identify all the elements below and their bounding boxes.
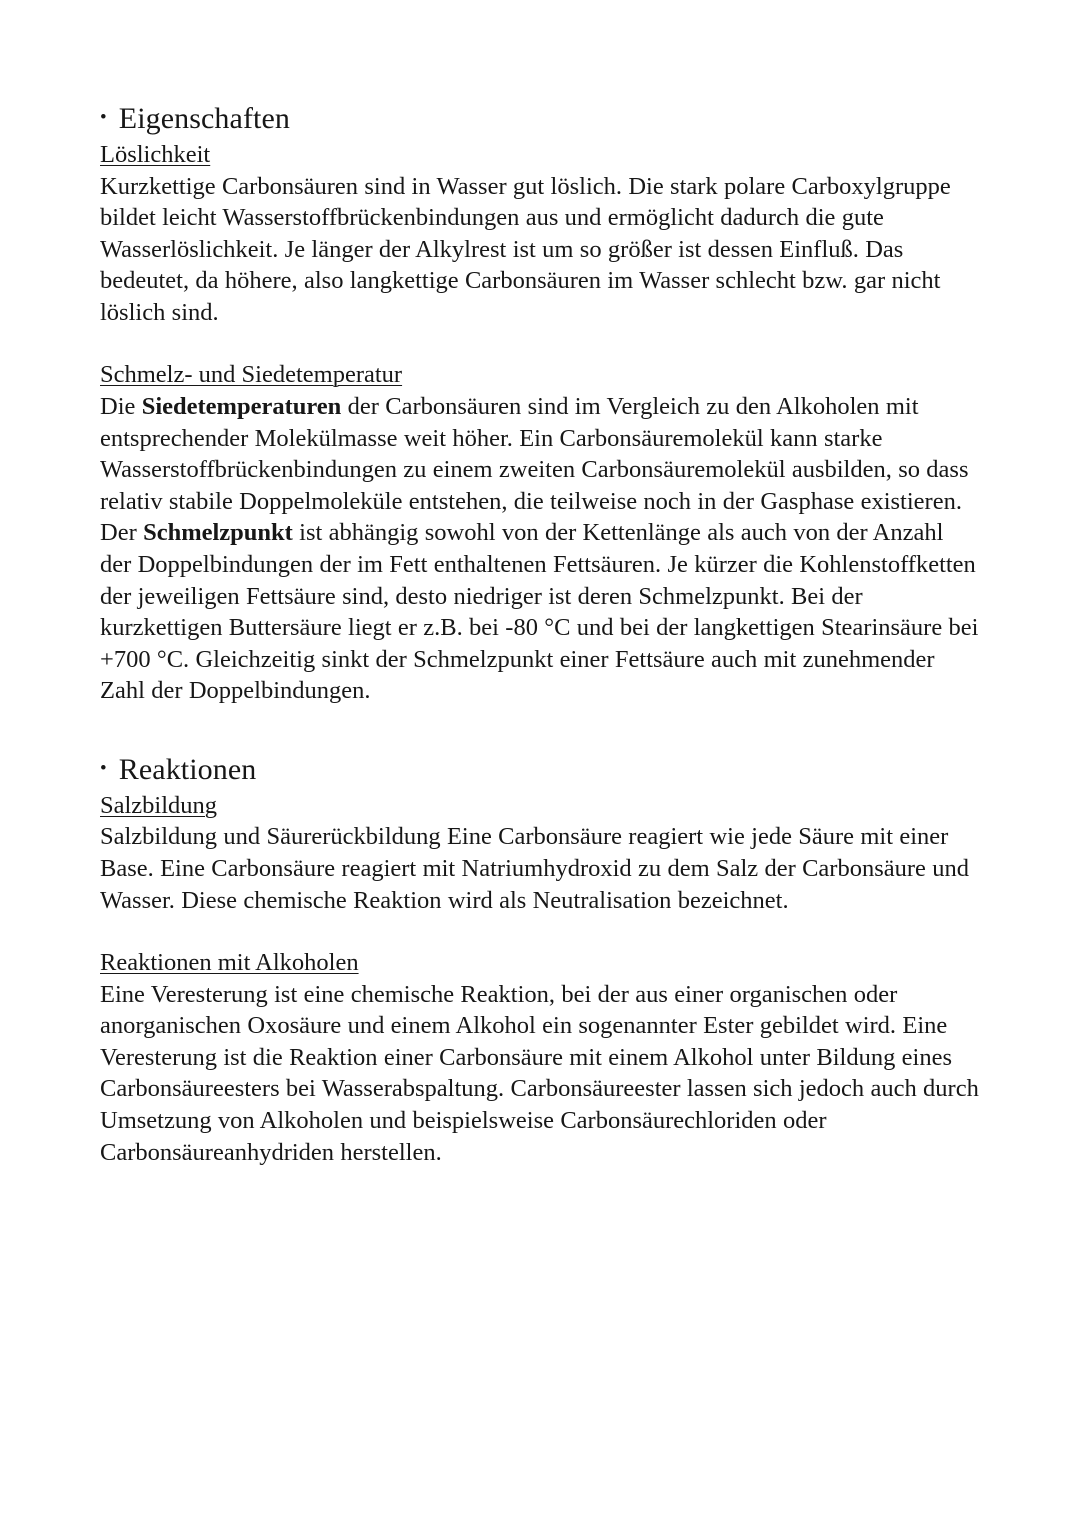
paragraph-schmelzpunkt-bold: Schmelzpunkt xyxy=(143,519,293,547)
subheading-schmelz-siedetemperatur xyxy=(100,359,980,391)
paragraph-siedetemperaturen-bold: Siedetemperaturen xyxy=(141,392,342,420)
paragraph-schmelzpunkt xyxy=(100,517,980,707)
subheading-salzbildung xyxy=(100,790,980,822)
bullet-icon: • xyxy=(100,757,107,779)
paragraph-schmelzpunkt-post: ist abhängig sowohl von der Kettenlänge als auch von der Anzahl der Doppelbindungen der im Fett enthaltenen Fettsäuren. Je kürzer die Kohlenstoffketten der jeweiligen Fettsäure sind, desto niedriger ist deren Schmelzpunkt. Bei der kurzkettigen Buttersäure liegt er z.B. bei -80 °C und bei der langkettigen Stearinsäure bei +700 °C. Gleichzeitig sinkt der Schmelzpunkt einer Fettsäure auch mit zunehmender Zahl der Doppelbindungen. xyxy=(100,519,979,705)
subheading-reaktionen-mit-alkoholen xyxy=(100,947,980,979)
block-spacer xyxy=(100,328,980,359)
paragraph-loeslichkeit: Kurzkettige Carbonsäuren sind in Wasser gut löslich. Die stark polare Carboxylgruppe bildet leicht Wasserstoffbrückenbindungen aus und ermöglicht dadurch die gute Wasserlöslichkeit. Je länger der Alkylrest ist um so größer ist dessen Einfluß. Das bedeutet, da höhere, also langkettige Carbonsäuren im Wasser schlecht bzw. gar nicht löslich sind. xyxy=(100,172,951,326)
section-heading-eigenschaften xyxy=(100,100,980,138)
section-spacer xyxy=(100,707,980,751)
section-heading-reaktionen xyxy=(100,751,980,789)
document-content xyxy=(100,100,980,1168)
subheading-salzbildung-label: Salzbildung xyxy=(100,791,218,819)
section-heading-label: Reaktionen xyxy=(118,752,257,786)
subheading-loeslichkeit-label: Löslichkeit xyxy=(100,141,211,168)
paragraph-salzbildung: Salzbildung und Säurerückbildung Eine Carbonsäure reagiert wie jede Säure mit einer Base. Eine Carbonsäure reagiert mit Natriumhydroxid zu dem Salz der Carbonsäure und Wasser. Diese chemische Reaktion wird als Neutralisation bezeichnet. xyxy=(100,823,969,914)
subheading-loeslichkeit xyxy=(100,139,980,171)
paragraph-reaktionen-mit-alkoholen: Eine Veresterung ist eine chemische Reaktion, bei der aus einer organischen oder anorganischen Oxosäure und einem Alkohol ein sogenannter Ester gebildet wird. Eine Veresterung ist die Reaktion einer Carbonsäure mit einem Alkohol unter Bildung eines Carbonsäureesters bei Wasserabspaltung. Carbonsäureester lassen sich jedoch auch durch Umsetzung von Alkoholen und beispielsweise Carbonsäurechloriden oder Carbonsäureanhydriden herstellen. xyxy=(100,980,979,1166)
block-spacer xyxy=(100,916,980,947)
paragraph-schmelzpunkt-pre: Der xyxy=(100,519,144,547)
subheading-reaktionen-mit-alkoholen-label: Reaktionen mit Alkoholen xyxy=(100,949,359,977)
subheading-schmelz-siedetemperatur-label: Schmelz- und Siedetemperatur xyxy=(100,361,403,389)
paragraph-siedetemperaturen-post: der Carbonsäuren sind im Vergleich zu den Alkoholen mit entsprechender Molekülmasse weit höher. Ein Carbonsäuremolekül kann starke Wasserstoffbrückenbindungen zu einem zweiten Carbonsäuremolekül ausbilden, so dass relativ stabile Doppelmoleküle entstehen, die teilweise noch in der Gasphase existieren. xyxy=(100,392,969,515)
paragraph-siedetemperaturen xyxy=(100,391,980,517)
section-heading-label: Eigenschaften xyxy=(118,102,290,135)
bullet-icon: • xyxy=(100,107,107,128)
paragraph-siedetemperaturen-pre: Die xyxy=(100,392,142,420)
